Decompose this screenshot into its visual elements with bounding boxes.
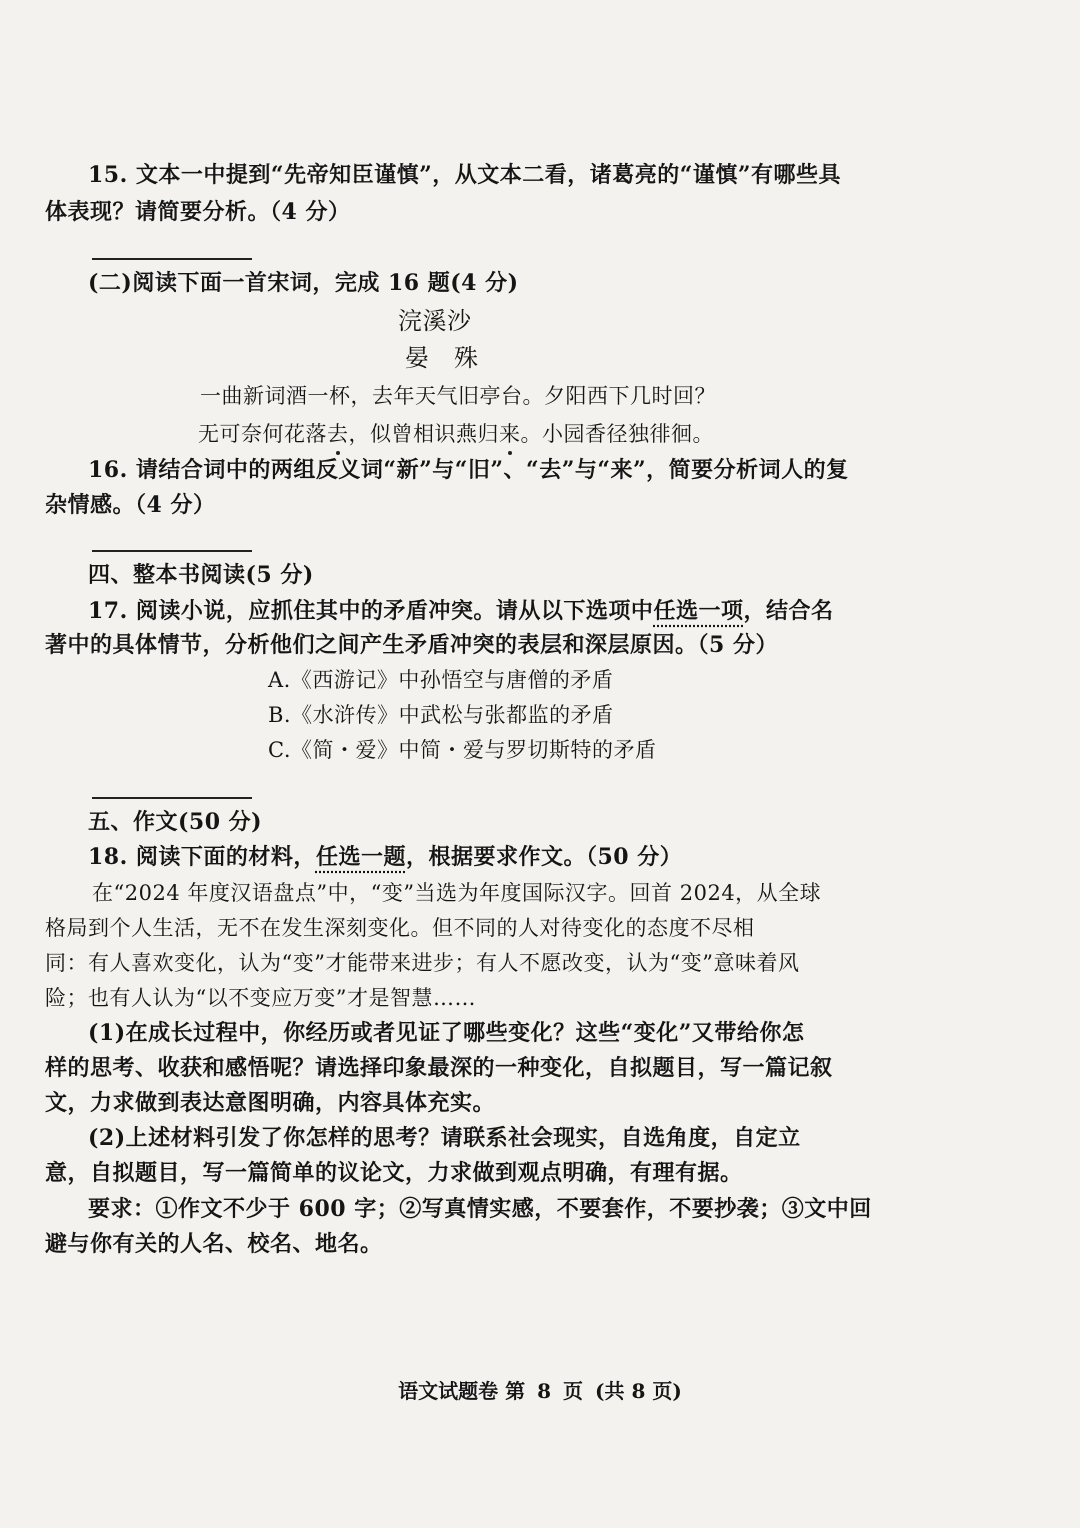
option-b: B.《水浒传》中武松与张都监的矛盾 — [268, 703, 614, 727]
q16-line1: 16. 请结合词中的两组反义词“新”与“旧”、“去”与“来”，简要分析词人的复 — [88, 457, 849, 483]
material-line2: 格局到个人生活，无不在发生深刻变化。但不同的人对待变化的态度不尽相 — [45, 916, 755, 940]
material-line4: 险；也有人认为“以不变应万变”才是智慧…… — [45, 986, 476, 1010]
requirements-line1: 要求：①作文不少于 600 字；②写真情实感，不要套作，不要抄袭；③文中回 — [88, 1196, 872, 1222]
footer-page-suffix: 页 — [563, 1379, 584, 1403]
q15-line1: 15. 文本一中提到“先帝知臣谨慎”，从文本二看，诸葛亮的“谨慎”有哪些具 — [88, 162, 842, 188]
requirements-line2: 避与你有关的人名、校名、地名。 — [45, 1231, 383, 1257]
material-line1: 在“2024 年度汉语盘点”中，“变”当选为年度国际汉字。回首 2024，从全球 — [92, 881, 822, 905]
emphasis-qu: 去 — [327, 419, 349, 449]
page-footer — [0, 1375, 1080, 1404]
option1-line1: (1)在成长过程中，你经历或者见证了哪些变化？这些“变化”又带给你怎 — [88, 1020, 805, 1046]
q18-part2: ，根据要求作文。（50 分） — [405, 844, 683, 870]
emphasis-lai: 来 — [499, 419, 521, 449]
q18-emphasis: 任选一题 — [315, 844, 406, 870]
option1-line3: 文，力求做到表达意图明确，内容具体充实。 — [45, 1090, 496, 1116]
q16-line2: 杂情感。（4 分） — [45, 492, 216, 518]
section5-heading: 五、作文(50 分) — [88, 809, 263, 835]
option2-line2: 意，自拟题目，写一篇简单的议论文，力求做到观点明确，有理有据。 — [45, 1160, 743, 1186]
footer-label: 语文试题卷 第 — [398, 1379, 526, 1403]
q17-line1-part2: ，结合名 — [743, 598, 834, 624]
poem-author: 晏 殊 — [405, 344, 479, 372]
option-c: C.《简・爱》中简・爱与罗切斯特的矛盾 — [268, 738, 657, 762]
answer-divider — [92, 550, 252, 552]
material-line3: 同：有人喜欢变化，认为“变”才能带来进步；有人不愿改变，认为“变”意味着风 — [45, 951, 800, 975]
q17-line1-part1: 17. 阅读小说，应抓住其中的矛盾冲突。请从以下选项中 — [88, 598, 654, 624]
answer-divider — [92, 797, 252, 799]
poem-line1: 一曲新词酒一杯，去年天气旧亭台。夕阳西下几时回？ — [200, 384, 716, 408]
option2-line1: (2)上述材料引发了你怎样的思考？请联系社会现实，自选角度，自定立 — [88, 1125, 801, 1151]
option1-line2: 样的思考、收获和感悟呢？请选择印象最深的一种变化，自拟题目，写一篇记叙 — [45, 1055, 833, 1081]
poem-line2-part2: ，似曾相识燕归 — [348, 422, 499, 446]
footer-total: (共 8 页) — [595, 1379, 682, 1403]
section2-heading: (二)阅读下面一首宋词，完成 16 题(4 分) — [88, 270, 519, 296]
q17-emphasis: 任选一项 — [653, 598, 744, 624]
q17-line2: 著中的具体情节，分析他们之间产生矛盾冲突的表层和深层原因。（5 分） — [45, 632, 778, 658]
footer-page-number: 8 — [537, 1379, 552, 1403]
poem-line2-part1: 无可奈何花落 — [198, 422, 327, 446]
q15-line2: 体表现？请简要分析。（4 分） — [45, 199, 351, 225]
poem-line2-part3: 。小园香径独徘徊。 — [520, 422, 714, 446]
option-a: A.《西游记》中孙悟空与唐僧的矛盾 — [268, 668, 614, 692]
section4-heading: 四、整本书阅读(5 分) — [88, 562, 314, 588]
poem-title: 浣溪沙 — [398, 307, 472, 335]
q17-line1 — [88, 596, 833, 626]
answer-divider — [92, 258, 252, 260]
poem-line2 — [198, 419, 714, 449]
q18-prompt — [88, 842, 682, 872]
q18-part1: 18. 阅读下面的材料， — [88, 844, 316, 870]
